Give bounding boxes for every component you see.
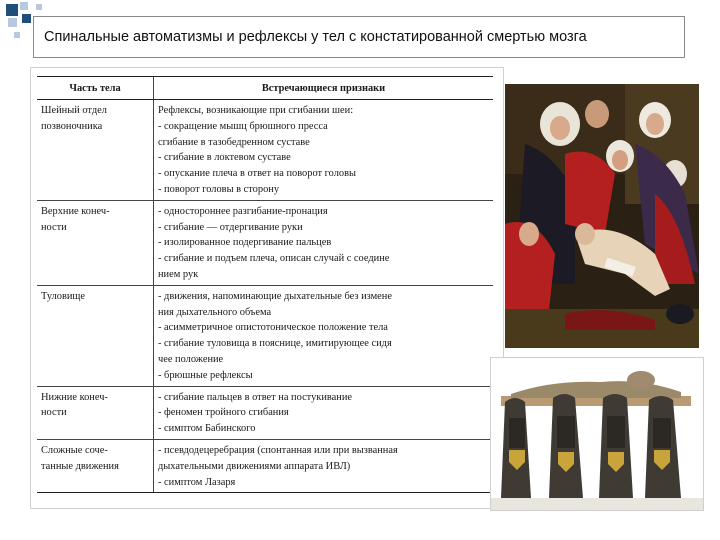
cell-line: - симптом Лазаря — [158, 476, 236, 488]
cell-line: - поворот головы в сторону — [158, 183, 280, 195]
row-part-cell — [37, 386, 154, 439]
cell-line: ния дыхательного объема — [158, 306, 272, 318]
row-signs-cell — [154, 100, 494, 201]
cell-line: - сгибание и подъем плеча, описан случай с соедине — [158, 253, 390, 265]
cell-line: - сгибание — отдергивание руки — [158, 221, 303, 233]
cell-line: - сгибание туловища в пояснице, имитирующее сидя — [158, 338, 392, 350]
table-header-row — [37, 77, 493, 100]
cell-line: - сгибание в локтевом суставе — [158, 152, 291, 164]
header-signs: Встречающиеся признаки — [154, 77, 494, 100]
cell-line: Рефлексы, возникающие при сгибании шеи: — [158, 105, 354, 116]
cell-line: - одностороннее разгибание-пронация — [158, 205, 328, 217]
cell-line: - изолированное подергивание пальцев — [158, 237, 332, 249]
table-row — [37, 100, 493, 201]
cell-line: танные движения — [41, 460, 119, 472]
cell-line: Сложные соче- — [41, 444, 108, 456]
slide-title: Спинальные автоматизмы и рефлексы у тел с констатированной смертью мозга — [44, 29, 587, 45]
table-row — [37, 200, 493, 285]
row-signs-cell — [154, 200, 494, 285]
cell-line: - брюшные рефлексы — [158, 369, 253, 381]
cell-line: - опускание плеча в ответ на поворот головы — [158, 168, 356, 180]
reflex-table — [37, 76, 493, 493]
cell-line: Нижние конеч- — [41, 391, 108, 403]
sculpture-group-svg — [491, 358, 703, 510]
cell-line: - сгибание пальцев в ответ на постукивание — [158, 391, 353, 403]
cell-line: Верхние конеч- — [41, 205, 110, 217]
cell-line: сгибание в тазобедренном суставе — [158, 136, 310, 148]
cell-line: Шейный отдел — [41, 105, 107, 116]
cell-line: Туловище — [41, 290, 86, 302]
cell-line: дыхательными движениями аппарата ИВЛ) — [158, 460, 351, 472]
cell-line: - псевдодецеребрация (спонтанная или при вызванная — [158, 444, 398, 456]
corner-square-light-tiny — [14, 32, 20, 38]
slide-title-box — [33, 16, 685, 58]
lamentation-painting-svg — [505, 84, 699, 348]
row-part-cell — [37, 285, 154, 386]
sculpture-group-image — [490, 357, 704, 511]
row-part-cell — [37, 439, 154, 492]
cell-line: - симптом Бабинского — [158, 423, 256, 435]
table-row — [37, 439, 493, 492]
cell-line: - движения, напоминающие дыхательные без измене — [158, 290, 392, 302]
cell-line: - сокращение мышц брюшного пресса — [158, 120, 328, 132]
cell-line: - феномен тройного сгибания — [158, 407, 289, 419]
row-part-cell — [37, 200, 154, 285]
table-row — [37, 386, 493, 439]
header-body-part: Часть тела — [37, 77, 154, 100]
corner-square-light — [8, 18, 17, 27]
cell-line: ности — [41, 221, 67, 233]
cell-line: чее положение — [158, 353, 224, 365]
row-part-cell — [37, 100, 154, 201]
row-signs-cell — [154, 439, 494, 492]
reflex-table-image — [30, 67, 504, 509]
corner-square-dark-small — [22, 14, 31, 23]
cell-line: ности — [41, 407, 67, 419]
corner-square-dark-large — [6, 4, 18, 16]
cell-line: позвоночника — [41, 120, 103, 132]
row-signs-cell — [154, 386, 494, 439]
cell-line: - асимметричное опистотоническое положение тела — [158, 322, 388, 334]
row-signs-cell — [154, 285, 494, 386]
corner-square-light — [20, 2, 28, 10]
cell-line: нием рук — [158, 268, 199, 280]
corner-square-light-small — [36, 4, 42, 10]
table-row — [37, 285, 493, 386]
lamentation-painting-image — [505, 84, 699, 348]
